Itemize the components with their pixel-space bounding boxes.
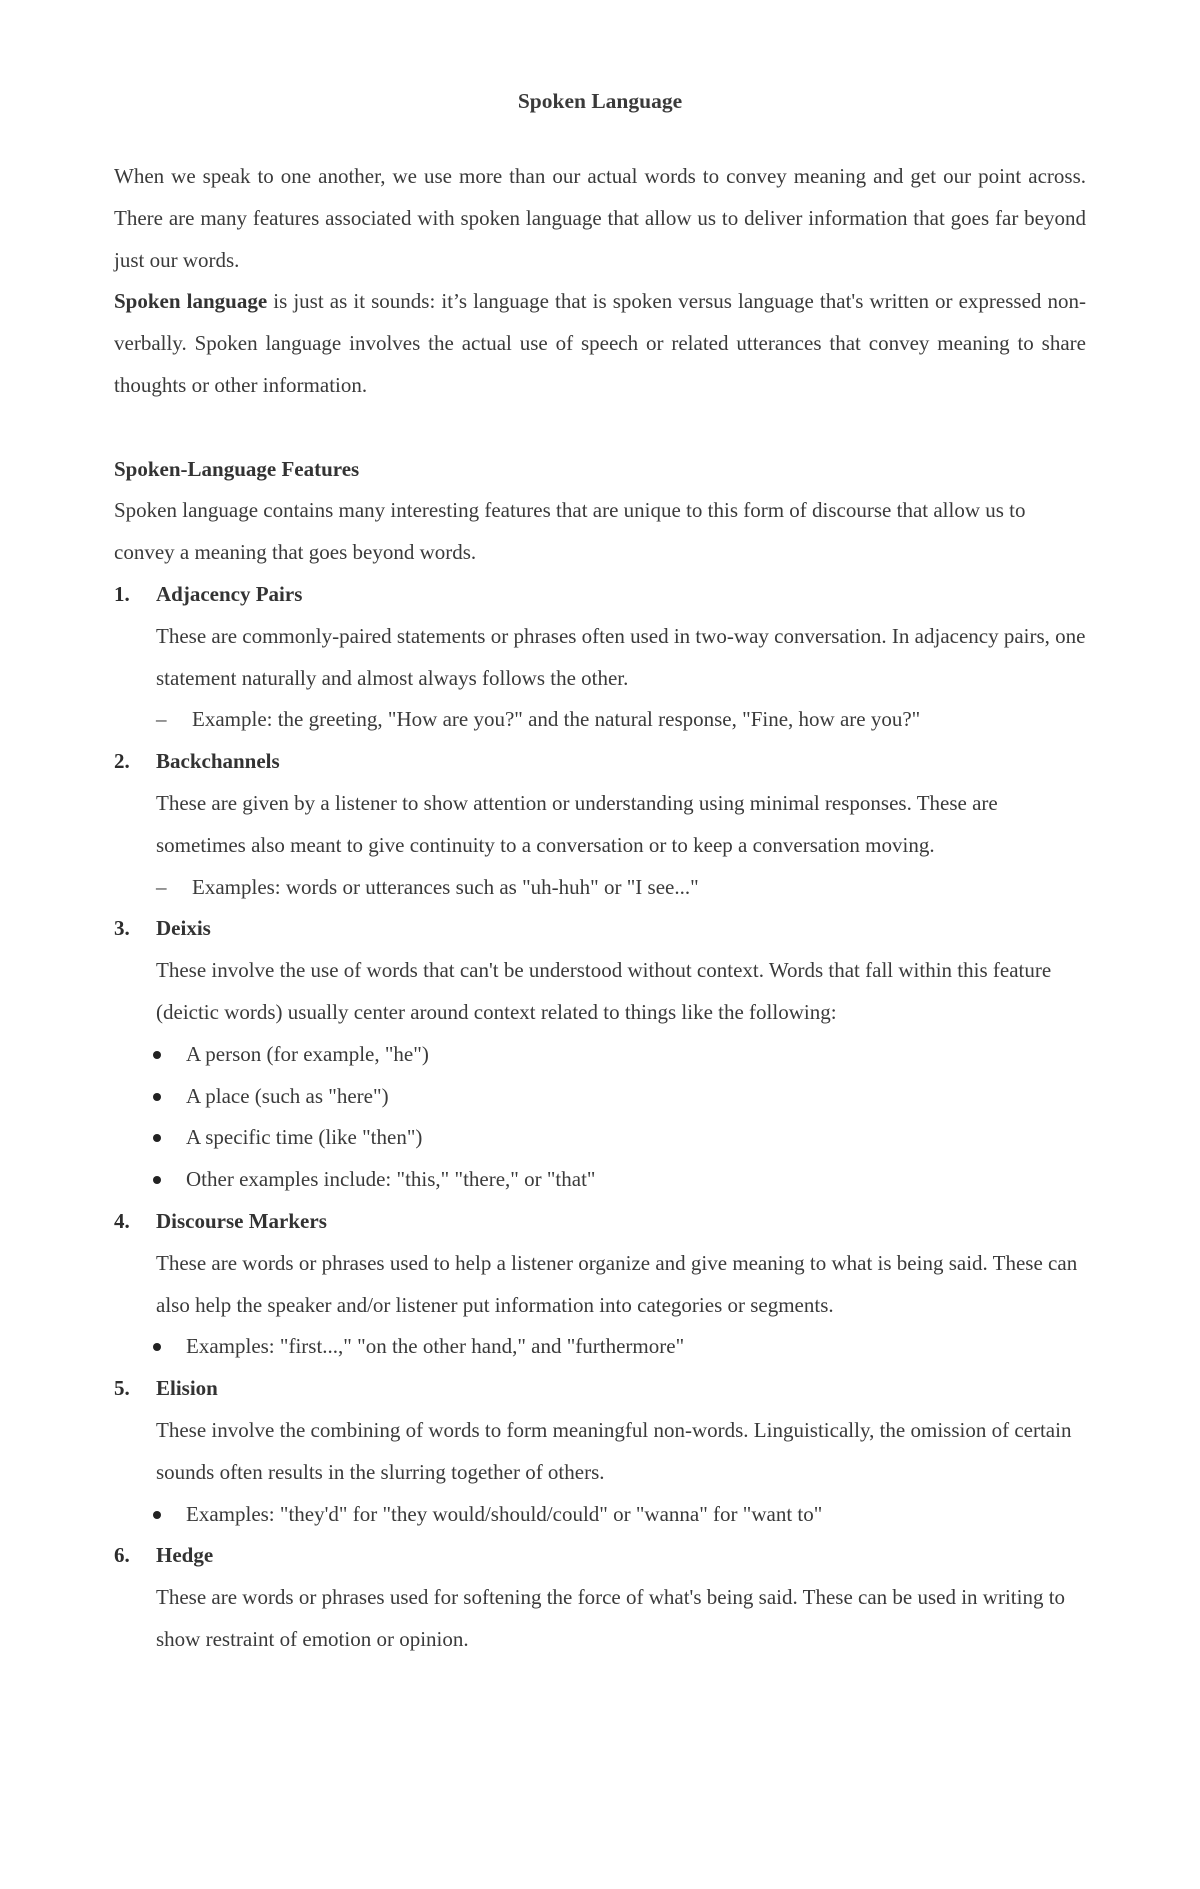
- section-heading: Spoken-Language Features: [114, 456, 360, 481]
- item-number: 6.: [114, 1543, 130, 1568]
- dash-marker: –: [156, 707, 167, 732]
- bullet-text: A specific time (like "then"): [186, 1125, 423, 1150]
- example-text: Examples: words or utterances such as "uh-huh" or "I see...": [192, 874, 699, 899]
- item-heading: Hedge: [156, 1543, 214, 1568]
- definition-paragraph: [114, 281, 1086, 406]
- feature-item-6: [114, 1535, 1086, 1660]
- example-row: [114, 867, 1086, 909]
- item-number: 1.: [114, 581, 130, 606]
- section-intro: Spoken language contains many interesting features that are unique to this form of discourse that allow us to convey a meaning that goes beyond words.: [114, 498, 1026, 565]
- dash-marker: –: [156, 874, 167, 899]
- intro-paragraph: When we speak to one another, we use more than our actual words to convey meaning and get our point across. There are many features associated with spoken language that allow us to deliver information that goes far beyond just our words.: [114, 164, 1086, 272]
- feature-item-3: [114, 908, 1086, 1033]
- feature-item-1: [114, 574, 1086, 699]
- bullet-dot-icon: [153, 1093, 161, 1101]
- example-text: Example: the greeting, "How are you?" and the natural response, "Fine, how are you?": [192, 707, 921, 732]
- item-number: 2.: [114, 749, 130, 774]
- bullet-dot-icon: [153, 1343, 161, 1351]
- feature-item-5: [114, 1368, 1086, 1493]
- bullet-dot-icon: [153, 1176, 161, 1184]
- item-number: 4.: [114, 1208, 130, 1233]
- item-heading: Deixis: [156, 916, 211, 941]
- bullet-dot-icon: [153, 1511, 161, 1519]
- bullet-text: A place (such as "here"): [186, 1083, 389, 1108]
- item-heading: Discourse Markers: [156, 1208, 327, 1233]
- item-body: These involve the use of words that can't be understood without context. Words that fall within this feature (deictic words) usually center around context related to things like the following:: [156, 958, 1052, 1024]
- bullet-item: [114, 1117, 1086, 1159]
- bullet-text: A person (for example, "he"): [186, 1041, 429, 1066]
- definition-term: Spoken language: [114, 289, 268, 314]
- bullet-dot-icon: [153, 1134, 161, 1142]
- item-number: 5.: [114, 1376, 130, 1401]
- bullet-item: [114, 1159, 1086, 1201]
- feature-item-4: [114, 1201, 1086, 1326]
- item-body: These are words or phrases used to help a listener organize and give meaning to what is being said. These can also help the speaker and/or listener put information into categories or segments.: [156, 1250, 1078, 1317]
- item-body: These involve the combining of words to form meaningful non-words. Linguistically, the omission of certain sounds often results in the slurring together of others.: [156, 1417, 1072, 1484]
- definition-text: is just as it sounds: it’s language that is spoken versus language that's written or expressed non-verbally. Spoken language involves the actual use of speech or related utterances that convey meaning to share thoughts or other information.: [114, 289, 1086, 397]
- item-number: 3.: [114, 916, 130, 941]
- bullet-text: Other examples include: "this," "there," or "that": [186, 1167, 596, 1192]
- bullet-item: [114, 1494, 1086, 1536]
- bullet-dot-icon: [153, 1051, 161, 1059]
- item-body: These are given by a listener to show attention or understanding using minimal responses. These are sometimes also meant to give continuity to a conversation or to keep a conversation moving.: [156, 790, 998, 857]
- bullet-item: [114, 1076, 1086, 1118]
- item-body: These are words or phrases used for softening the force of what's being said. These can be used in writing to show restraint of emotion or opinion.: [156, 1585, 1066, 1651]
- feature-item-2: [114, 741, 1086, 866]
- bullet-text: Examples: "they'd" for "they would/should/could" or "wanna" for "want to": [186, 1501, 823, 1526]
- bullet-item: [114, 1034, 1086, 1076]
- spacer: [114, 407, 1086, 449]
- bullet-text: Examples: "first...," "on the other hand," and "furthermore": [186, 1334, 685, 1359]
- document-title: Spoken Language: [517, 89, 683, 113]
- bullet-item: [114, 1326, 1086, 1368]
- item-heading: Backchannels: [156, 749, 280, 774]
- item-heading: Adjacency Pairs: [156, 581, 303, 606]
- item-body: These are commonly-paired statements or phrases often used in two-way conversation. In adjacency pairs, one statement naturally and almost always follows the other.: [156, 623, 1086, 690]
- example-row: [114, 699, 1086, 741]
- item-heading: Elision: [156, 1376, 218, 1401]
